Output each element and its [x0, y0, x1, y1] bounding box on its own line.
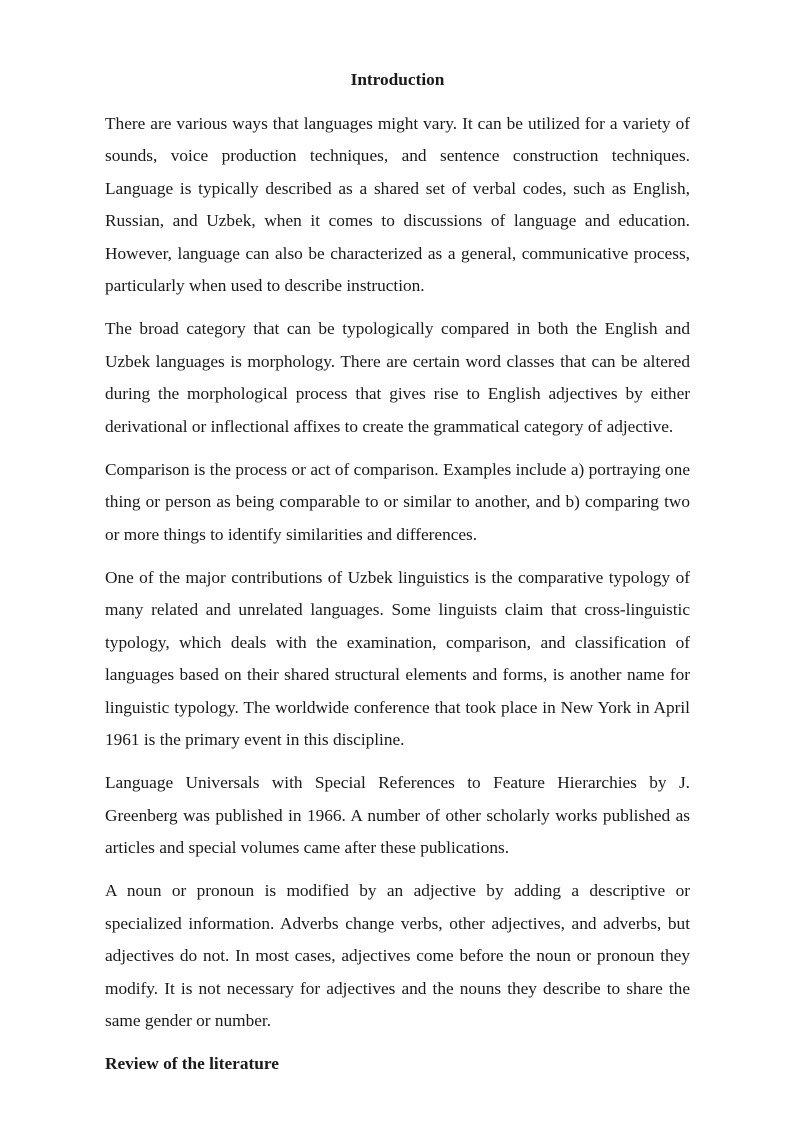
paragraph-3: Comparison is the process or act of comparison. Examples include a) portraying one thing or person as being comparable to or similar to another, and b) comparing two or more things to identify similarities and differences. [105, 459, 690, 544]
paragraph-1: There are various ways that languages might vary. It can be utilized for a variety of sounds, voice production techniques, and sentence construction techniques. Language is typically described as a shared set of verbal codes, such as English, Russian, and Uzbek, when it comes to discussions of language and education. However, language can also be characterized as a general, communicative process, particularly when used to describe instruction. [105, 113, 690, 295]
document-page [105, 64, 690, 1081]
paragraph-6: A noun or pronoun is modified by an adjective by adding a descriptive or specialized information. Adverbs change verbs, other adjectives, and adverbs, but adjectives do not. In most cases, adjectives come before the noun or pronoun they modify. It is not necessary for adjectives and the nouns they describe to share the same gender or number. [105, 881, 690, 1030]
section-title-literature-review: Review of the literature [105, 1054, 279, 1073]
paragraph-2: The broad category that can be typologically compared in both the English and Uzbek languages is morphology. There are certain word classes that can be altered during the morphological process that gives rise to English adjectives by either derivational or inflectional affixes to create the grammatical category of adjective. [105, 319, 690, 436]
paragraph-4: One of the major contributions of Uzbek linguistics is the comparative typology of many related and unrelated languages. Some linguists claim that cross-linguistic typology, which deals with the examination, comparison, and classification of languages based on their shared structural elements and forms, is another name for linguistic typology. The worldwide conference that took place in New York in April 1961 is the primary event in this discipline. [105, 567, 690, 749]
paragraph-5: Language Universals with Special References to Feature Hierarchies by J. Greenberg was published in 1966. A number of other scholarly works published as articles and special volumes came after these publications. [105, 773, 690, 857]
section-title-introduction: Introduction [350, 70, 445, 89]
